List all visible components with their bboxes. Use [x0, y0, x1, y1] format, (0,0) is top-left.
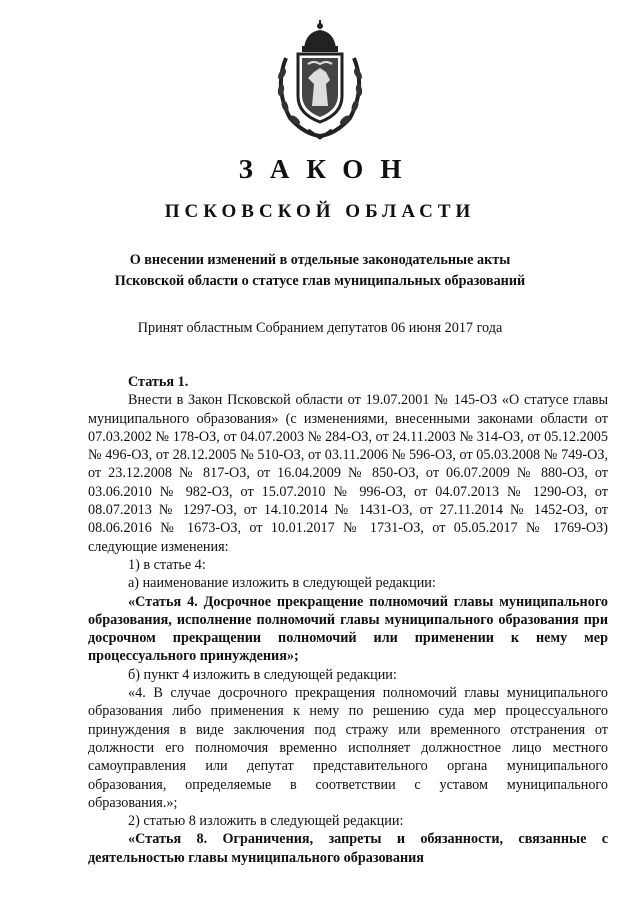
article-label: Статья 1.: [128, 374, 189, 390]
list-item-1: 1) в статье 4:: [128, 556, 206, 573]
document-title: ЗАКОН: [238, 154, 419, 184]
article-8-title-text: «Статья 8. Ограничения, запреты и обязанности, связанные с деятельностью главы муниципального образования: [88, 831, 608, 866]
adoption-note: Принят областным Собранием депутатов 06 июня 2017 года: [137, 320, 503, 336]
law-heading-line-1: О внесении изменений в отдельные законодательные акты: [129, 252, 511, 268]
list-item-2: 2) статью 8 изложить в следующей редакции:: [128, 813, 404, 830]
article-4-point-4-text: «4. В случае досрочного прекращения полномочий главы муниципального образования либо применения к нему по решению суда мер процессуального принуждения в виде заключения под стражу или временного отстранения от должности его полномочия временно исполняет должностное лицо местного самоуправления или депутат представительного органа муниципального образования, определяемые в соответствии с уставом муниципального образования.»;: [88, 685, 608, 811]
law-heading: [0, 250, 640, 292]
article-body: [88, 373, 608, 867]
law-heading-line-2: Псковской области о статусе глав муниципальных образований: [114, 273, 526, 289]
document-subtitle: ПСКОВСКОЙ ОБЛАСТИ: [164, 201, 476, 222]
list-item-1b: б) пункт 4 изложить в следующей редакции:: [128, 666, 397, 683]
list-item-1a: а) наименование изложить в следующей редакции:: [128, 575, 436, 592]
article-intro: Внести в Закон Псковской области от 19.07.2001 № 145-ОЗ «О статусе главы муниципального образования» (с изменениями, внесенными законами области от 07.03.2002 № 178-ОЗ, от 04.07.2003 № 284-ОЗ, от 24.11.2003 № 314-ОЗ, от 05.12.2005 № 496-ОЗ, от 28.12.2005 № 510-ОЗ, от 03.11.2006 № 596-ОЗ, от 05.03.2008 № 749-ОЗ, от 23.12.2008 № 817-ОЗ, от 16.04.2009 № 850-ОЗ, от 06.07.2009 № 880-ОЗ, от 03.06.2010 № 982-ОЗ, от 15.07.2010 № 996-ОЗ, от 04.07.2013 № 1290-ОЗ, от 08.07.2013 № 1297-ОЗ, от 14.10.2014 № 1431-ОЗ, от 27.11.2014 № 1452-ОЗ, от 08.06.2016 № 1673-ОЗ, от 10.01.2017 № 1731-ОЗ, от 05.05.2017 № 1769-ОЗ) следующие изменения:: [88, 392, 608, 555]
article-4-title-text: «Статья 4. Досрочное прекращение полномочий главы муниципального образования, исполнение полномочий главы муниципального образования при досрочном прекращении полномочий или применении к нему мер процессуального принуждения»;: [88, 593, 608, 665]
coat-of-arms-icon: [268, 18, 372, 144]
